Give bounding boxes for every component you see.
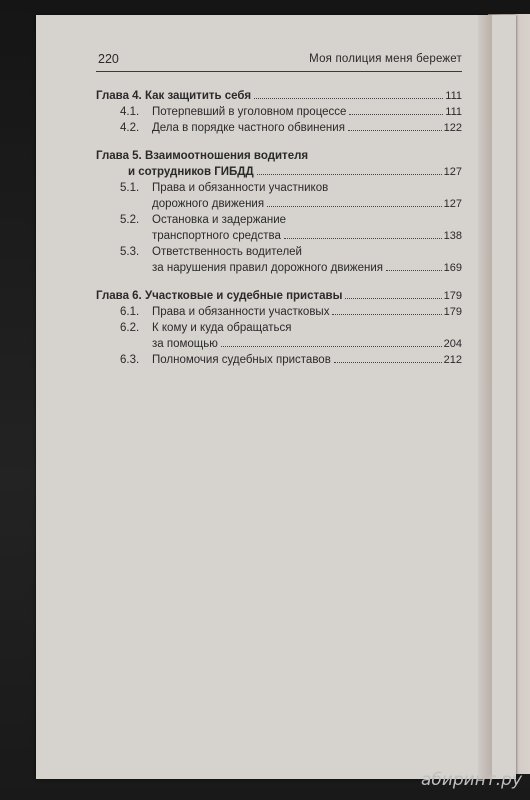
- entry-number: 6.2.: [120, 322, 140, 334]
- toc-entry: [96, 304, 462, 320]
- chapter-title-cont: и сотрудников ГИБДД: [128, 166, 254, 178]
- entry-title-cont: транспортного средства: [152, 230, 281, 242]
- entry-number: 4.2.: [120, 122, 140, 134]
- toc-entry: [96, 104, 462, 120]
- entry-page: 138: [443, 230, 462, 242]
- running-title: Моя полиция меня бережет: [309, 53, 462, 65]
- chapter-title: Глава 4. Как защитить себя: [96, 90, 252, 102]
- entry-page: 169: [443, 262, 462, 274]
- dot-leader: [348, 130, 442, 131]
- toc-entry: [96, 352, 462, 368]
- dot-leader: [386, 270, 442, 271]
- dot-leader: [257, 174, 442, 175]
- toc-entry: [96, 120, 462, 136]
- entry-number: 5.1.: [120, 182, 140, 194]
- chapter-title: Глава 6. Участковые и судебные приставы: [96, 290, 343, 302]
- header-rule: [96, 71, 462, 72]
- entry-title: Остановка и задержание: [152, 214, 287, 226]
- dot-leader: [349, 114, 443, 115]
- dot-leader: [267, 206, 442, 207]
- entry-title: Дела в порядке частного обвинения: [152, 122, 345, 134]
- toc-chapter: [96, 288, 462, 368]
- chapter-page: 127: [443, 166, 462, 178]
- toc-chapter: [96, 88, 462, 136]
- entry-title-cont: за нарушения правил дорожного движения: [152, 262, 383, 274]
- dot-leader: [254, 98, 443, 99]
- entry-title: Права и обязанности участковых: [152, 306, 330, 318]
- entry-title-cont: за помощью: [152, 338, 218, 350]
- entry-number: 6.1.: [120, 306, 140, 318]
- entry-page: 122: [443, 122, 462, 134]
- dot-leader: [284, 238, 442, 239]
- toc-chapter: [96, 148, 462, 276]
- entry-title: Ответственность водителей: [152, 246, 302, 258]
- entry-title-cont: дорожного движения: [152, 198, 265, 210]
- dot-leader: [334, 362, 442, 363]
- entry-number: 5.3.: [120, 246, 140, 258]
- entry-page: 212: [443, 354, 462, 366]
- entry-page: 127: [443, 198, 462, 210]
- toc-entry: [96, 244, 462, 276]
- entry-number: 6.3.: [120, 354, 140, 366]
- entry-title: Полномочия судебных приставов: [152, 354, 331, 366]
- entry-page: 204: [443, 338, 462, 350]
- watermark: абиринт.ру: [420, 770, 522, 790]
- dot-leader: [221, 346, 442, 347]
- entry-title: Права и обязанности участников: [152, 182, 329, 194]
- entry-title: К кому и куда обращаться: [152, 322, 292, 334]
- page-gutter: [478, 15, 492, 779]
- entry-page: 179: [443, 306, 462, 318]
- page-header: [96, 52, 462, 74]
- dot-leader: [332, 314, 441, 315]
- toc-entry: [96, 320, 462, 352]
- toc-entry: [96, 212, 462, 244]
- page-number: 220: [98, 52, 119, 66]
- table-of-contents: [96, 88, 462, 368]
- entry-number: 4.1.: [120, 106, 140, 118]
- chapter-page: 111: [445, 90, 462, 102]
- entry-number: 5.2.: [120, 214, 140, 226]
- toc-entry: [96, 180, 462, 212]
- dot-leader: [345, 298, 441, 299]
- toc-content: [96, 52, 462, 368]
- entry-title: Потерпевший в уголовном процессе: [152, 106, 347, 118]
- chapter-page: 179: [443, 290, 462, 302]
- entry-page: 111: [445, 106, 462, 118]
- chapter-title: Глава 5. Взаимоотношения водителя: [96, 150, 309, 162]
